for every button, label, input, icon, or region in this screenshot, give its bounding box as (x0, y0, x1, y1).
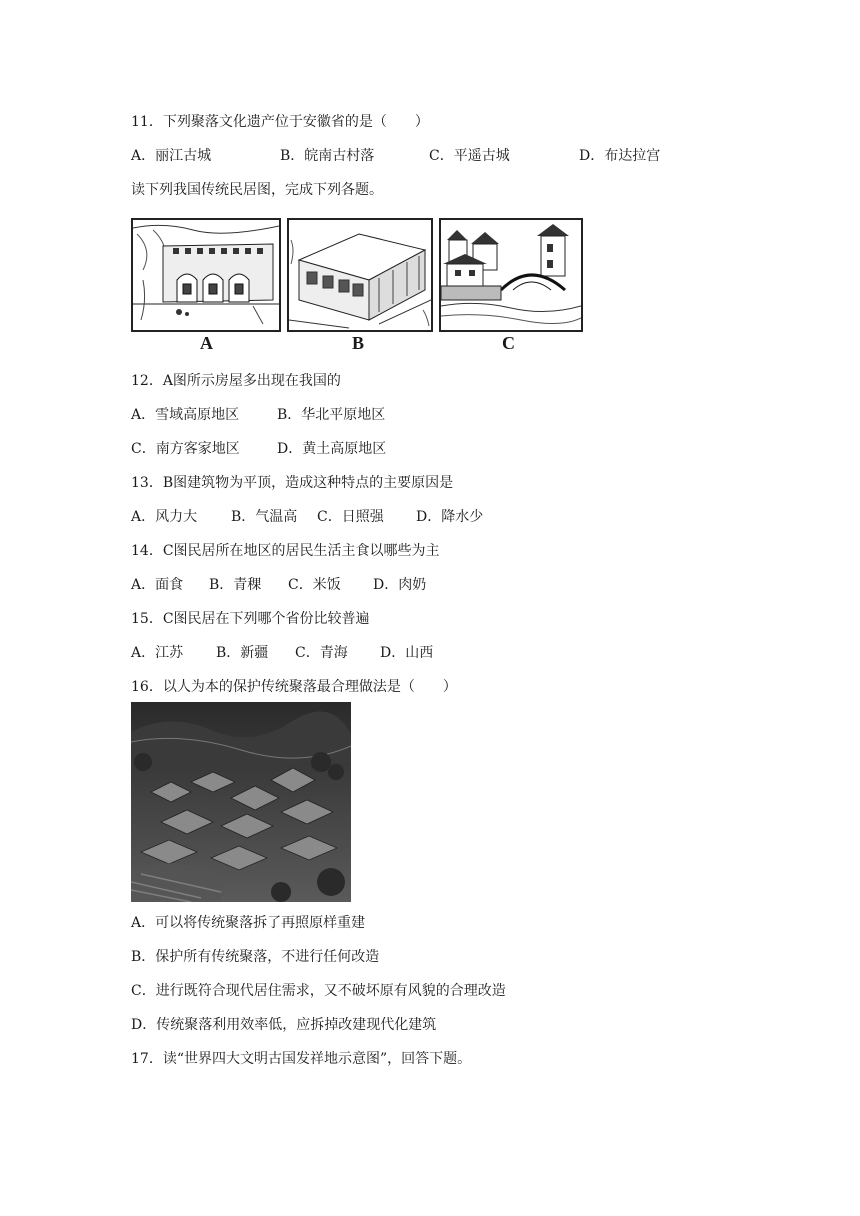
q15-option-d: D．山西 (380, 645, 434, 661)
figure-b-flat-roof-house (287, 218, 433, 332)
question-13-stem: 13．B图建筑物为平顶，造成这种特点的主要原因是 (131, 475, 454, 491)
reading-instruction: 读下列我国传统民居图，完成下列各题。 (131, 182, 383, 198)
q16-option-a: A．可以将传统聚落拆了再照原样重建 (131, 915, 366, 931)
q14-option-a: A．面食 (131, 577, 184, 593)
q12-option-a: A．雪域高原地区 (131, 407, 240, 423)
figure-b-label: B (352, 333, 365, 353)
q16-option-c: C．进行既符合现代居住需求，又不破坏原有风貌的合理改造 (131, 983, 506, 999)
traditional-village-photo (131, 702, 351, 902)
q11-option-c: C．平遥古城 (429, 148, 510, 164)
q13-option-a: A．风力大 (131, 509, 198, 525)
figure-a-label: A (200, 333, 213, 353)
q13-option-d: D．降水少 (416, 509, 484, 525)
question-15-stem: 15．C图民居在下列哪个省份比较普遍 (131, 611, 370, 627)
question-11-stem: 11．下列聚落文化遗产位于安徽省的是（ ） (131, 114, 429, 130)
q15-option-b: B．新疆 (216, 645, 269, 661)
q14-option-c: C．米饭 (288, 577, 341, 593)
q14-option-b: B．青稞 (209, 577, 262, 593)
q13-option-c: C．日照强 (317, 509, 384, 525)
q15-option-a: A．江苏 (131, 645, 184, 661)
question-17-stem: 17．读“世界四大文明古国发祥地示意图”，回答下题。 (131, 1051, 472, 1067)
q16-option-d: D．传统聚落利用效率低，应拆掉改建现代化建筑 (131, 1017, 437, 1033)
q16-option-b: B．保护所有传统聚落，不进行任何改造 (131, 949, 380, 965)
q14-option-d: D．肉奶 (373, 577, 427, 593)
q13-option-b: B．气温高 (231, 509, 298, 525)
q15-option-c: C．青海 (295, 645, 348, 661)
q12-option-b: B．华北平原地区 (277, 407, 386, 423)
question-14-stem: 14．C图民居所在地区的居民生活主食以哪些为主 (131, 543, 440, 559)
q11-option-b: B．皖南古村落 (280, 148, 375, 164)
figure-c-label: C (502, 333, 515, 353)
figure-c-water-town (439, 218, 583, 332)
q12-option-c: C．南方客家地区 (131, 441, 240, 457)
q11-option-a: A．丽江古城 (131, 148, 212, 164)
figure-a-cave-dwelling (131, 218, 281, 332)
q11-option-d: D．布达拉宫 (579, 148, 661, 164)
question-12-stem: 12．A图所示房屋多出现在我国的 (131, 373, 341, 389)
question-16-stem: 16．以人为本的保护传统聚落最合理做法是（ ） (131, 679, 457, 695)
q12-option-d: D．黄土高原地区 (277, 441, 387, 457)
